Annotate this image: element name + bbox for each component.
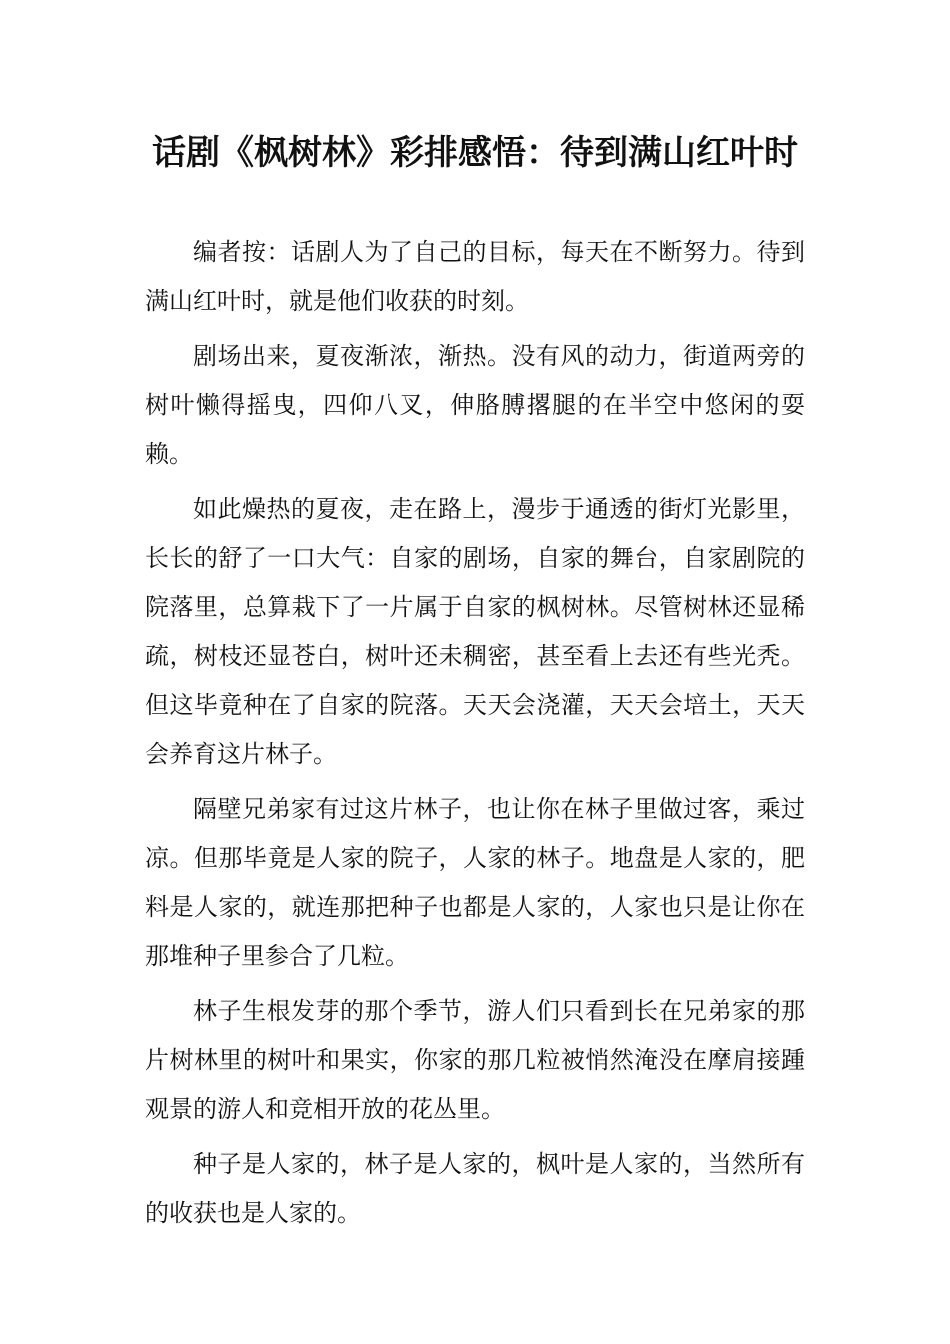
body-paragraph: 如此燥热的夏夜，走在路上，漫步于通透的街灯光影里，长长的舒了一口大气：自家的剧场，自家的舞台，自家剧院的院落里，总算栽下了一片属于自家的枫树林。尽管树林还显稀疏，树枝还显苍白，树叶还未稠密，甚至看上去还有些光秃。但这毕竟种在了自家的院落。天天会浇灌，天天会培土，天天会养育这片林子。: [145, 495, 805, 768]
article-title: 话剧《枫树林》彩排感悟：待到满山红叶时: [152, 133, 798, 173]
body-paragraph: 林子生根发芽的那个季节，游人们只看到长在兄弟家的那片树林里的树叶和果实，你家的那几粒被悄然淹没在摩肩接踵观景的游人和竞相开放的花丛里。: [145, 997, 805, 1123]
article-body: [145, 228, 805, 1244]
body-paragraph: 种子是人家的，林子是人家的，枫叶是人家的，当然所有的收获也是人家的。: [145, 1150, 805, 1227]
body-paragraph: 隔壁兄弟家有过这片林子，也让你在林子里做过客，乘过凉。但那毕竟是人家的院子，人家的林子。地盘是人家的，肥料是人家的，就连那把种子也都是人家的，人家也只是让你在那堆种子里参合了几粒。: [145, 795, 805, 970]
editor-note-paragraph: 编者按：话剧人为了自己的目标，每天在不断努力。待到满山红叶时，就是他们收获的时刻。: [145, 238, 805, 315]
body-paragraph: 剧场出来，夏夜渐浓，渐热。没有风的动力，街道两旁的树叶懒得摇曳，四仰八叉，伸胳膊撂腿的在半空中悠闲的耍赖。: [145, 342, 805, 468]
